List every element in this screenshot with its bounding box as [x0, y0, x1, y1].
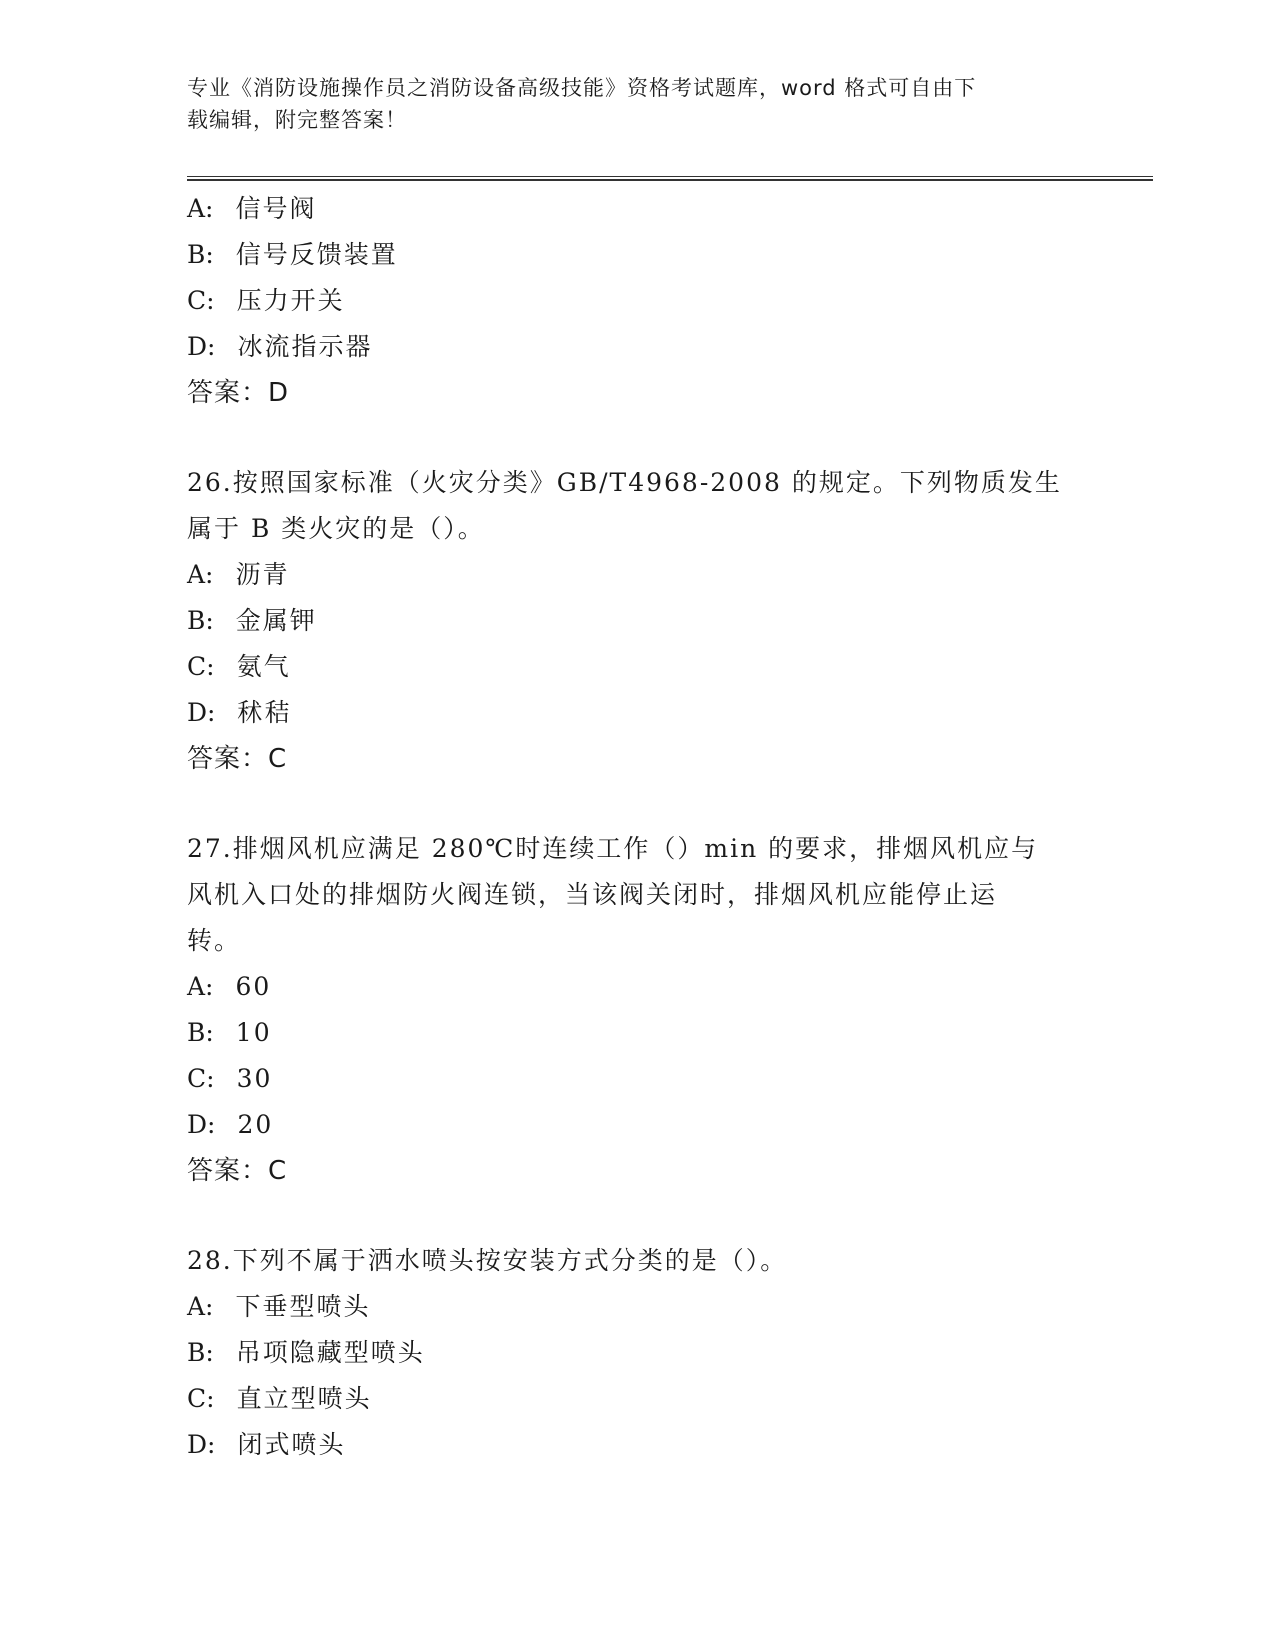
page-header — [187, 72, 1067, 136]
option-c: C: 压力开关 — [187, 286, 345, 315]
question-27 — [187, 826, 1087, 1194]
option-c: C: 直立型喷头 — [187, 1384, 372, 1413]
header-line-1: 专业《消防设施操作员之消防设备高级技能》资格考试题库，word 格式可自由下 — [187, 76, 977, 100]
option-b: B: 金属钾 — [187, 606, 317, 635]
answer: 答案：C — [187, 1156, 288, 1186]
question-26 — [187, 460, 1087, 782]
option-d: D: 冰流指示器 — [187, 332, 373, 361]
question-text: 27.排烟风机应满足 280℃时连续工作（）min 的要求，排烟风机应与 风机入口处的排烟防火阀连锁，当该阀关闭时，排烟风机应能停止运 转。 — [187, 834, 1039, 955]
option-c: C: 氨气 — [187, 652, 291, 681]
option-d: D: 20 — [187, 1110, 274, 1139]
question-text: 28.下列不属于洒水喷头按安装方式分类的是（）。 — [187, 1246, 788, 1275]
option-a: A: 沥青 — [187, 560, 290, 589]
option-b: B: 吊项隐藏型喷头 — [187, 1338, 425, 1367]
option-b: B: 10 — [187, 1018, 272, 1047]
option-c: C: 30 — [187, 1064, 273, 1093]
question-25 — [187, 186, 1087, 416]
answer: 答案：D — [187, 378, 290, 408]
question-text: 26.按照国家标准（火灾分类》GB/T4968-2008 的规定。下列物质发生 属于 B 类火灾的是（）。 — [187, 468, 1062, 543]
option-a: A: 60 — [187, 972, 272, 1001]
header-divider — [187, 176, 1153, 181]
option-b: B: 信号反馈装置 — [187, 240, 398, 269]
answer: 答案：C — [187, 744, 288, 774]
option-a: A: 下垂型喷头 — [187, 1292, 371, 1321]
question-content — [187, 186, 1087, 1468]
question-28 — [187, 1238, 1087, 1468]
header-line-2: 载编辑，附完整答案！ — [187, 108, 407, 132]
option-d: D: 闭式喷头 — [187, 1430, 346, 1459]
option-d: D: 秫秸 — [187, 698, 292, 727]
option-a: A: 信号阀 — [187, 194, 317, 223]
